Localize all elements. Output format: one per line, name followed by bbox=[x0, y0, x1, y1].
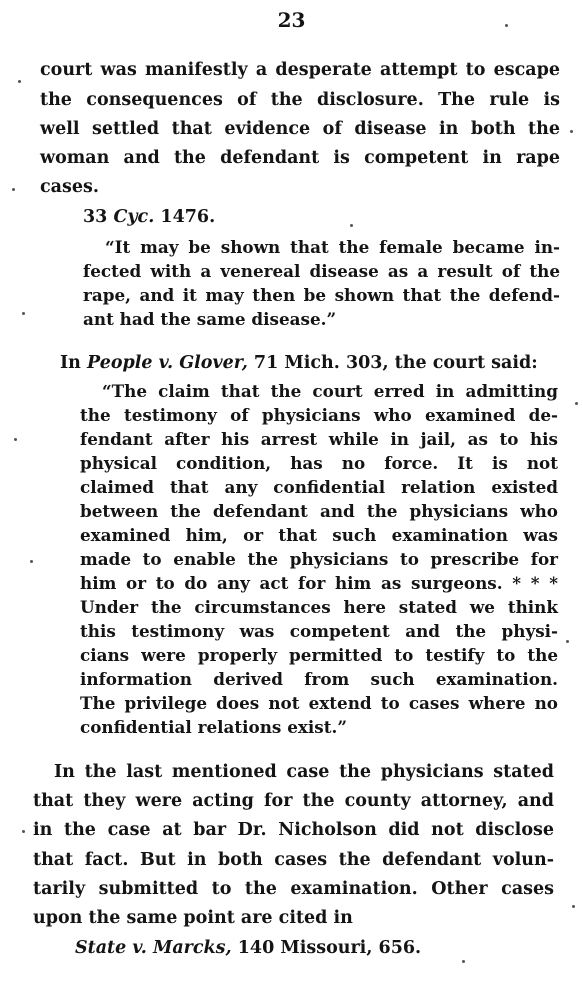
quote-line: Under the circumstances here stated we think bbox=[80, 597, 558, 617]
quote-line: examined him, or that such examination was bbox=[80, 525, 558, 545]
citation-page: 1476. bbox=[160, 207, 216, 227]
scan-speck bbox=[570, 130, 573, 133]
scan-speck bbox=[575, 402, 578, 405]
text-line: well settled that evidence of disease in both the bbox=[40, 119, 560, 139]
intro-suffix: 71 Mich. 303, the court said: bbox=[253, 353, 538, 373]
text-line: court was manifestly a desperate attempt to escape bbox=[40, 60, 560, 80]
scan-speck bbox=[14, 438, 17, 441]
citation-cyc bbox=[83, 205, 215, 229]
scan-speck bbox=[350, 224, 353, 227]
citation-volume: 33 bbox=[83, 207, 108, 227]
quote-line: physical condition, has no force. It is not bbox=[80, 453, 558, 473]
quote-line: fected with a venereal disease as a result of the bbox=[83, 261, 560, 281]
citation-rest: 140 Missouri, 656. bbox=[237, 938, 422, 958]
text-line: tarily submitted to the examination. Other cases bbox=[33, 879, 554, 899]
quote-line: cians were properly permitted to testify to the bbox=[80, 645, 558, 665]
quote-line: ant had the same disease.” bbox=[83, 309, 337, 329]
quote-line: claimed that any confidential relation existed bbox=[80, 477, 558, 497]
text-line: the consequences of the disclosure. The rule is bbox=[40, 90, 560, 110]
text-line: in the case at bar Dr. Nicholson did not disclose bbox=[33, 820, 554, 840]
scan-speck bbox=[22, 830, 25, 833]
quote-line: information derived from such examination. bbox=[80, 669, 558, 689]
text-line: upon the same point are cited in bbox=[33, 908, 353, 928]
scan-speck bbox=[12, 188, 15, 191]
scan-speck bbox=[18, 80, 21, 83]
text-line: In the last mentioned case the physicians stated bbox=[54, 762, 554, 782]
text-line: cases. bbox=[40, 177, 99, 197]
quote-line: this testimony was competent and the physi- bbox=[80, 621, 558, 641]
text-line: that fact. But in both cases the defendant volun- bbox=[33, 850, 554, 870]
citation-reporter: Cyc. bbox=[113, 207, 155, 227]
scan-speck bbox=[30, 560, 33, 563]
quote-line: made to enable the physicians to prescribe for bbox=[80, 549, 558, 569]
case-name: State v. Marcks, bbox=[75, 938, 232, 958]
quote-line: rape, and it may then be shown that the defend- bbox=[83, 285, 560, 305]
page-number: 23 bbox=[277, 8, 306, 32]
citation-state-v-marcks bbox=[75, 936, 421, 960]
text-line: woman and the defendant is competent in rape bbox=[40, 148, 560, 168]
quote-line: “The claim that the court erred in admitting bbox=[102, 381, 558, 401]
intro-people-v-glover bbox=[60, 351, 538, 375]
scan-speck bbox=[505, 24, 508, 27]
quote-line: between the defendant and the physicians who bbox=[80, 501, 558, 521]
quote-line: fendant after his arrest while in jail, as to his bbox=[80, 429, 558, 449]
quote-line: the testimony of physicians who examined de- bbox=[80, 405, 558, 425]
scan-speck bbox=[572, 905, 575, 908]
intro-prefix: In bbox=[60, 353, 81, 373]
scan-speck bbox=[22, 312, 25, 315]
quote-line: him or to do any act for him as surgeons. * * * bbox=[80, 573, 558, 593]
quote-line: “It may be shown that the female became in- bbox=[105, 237, 560, 257]
quote-line: The privilege does not extend to cases where no bbox=[80, 693, 558, 713]
scan-speck bbox=[462, 960, 465, 963]
text-line: that they were acting for the county attorney, and bbox=[33, 791, 554, 811]
quote-line: confidential relations exist.” bbox=[80, 717, 347, 737]
case-name: People v. Glover, bbox=[87, 353, 248, 373]
scan-speck bbox=[566, 640, 569, 643]
